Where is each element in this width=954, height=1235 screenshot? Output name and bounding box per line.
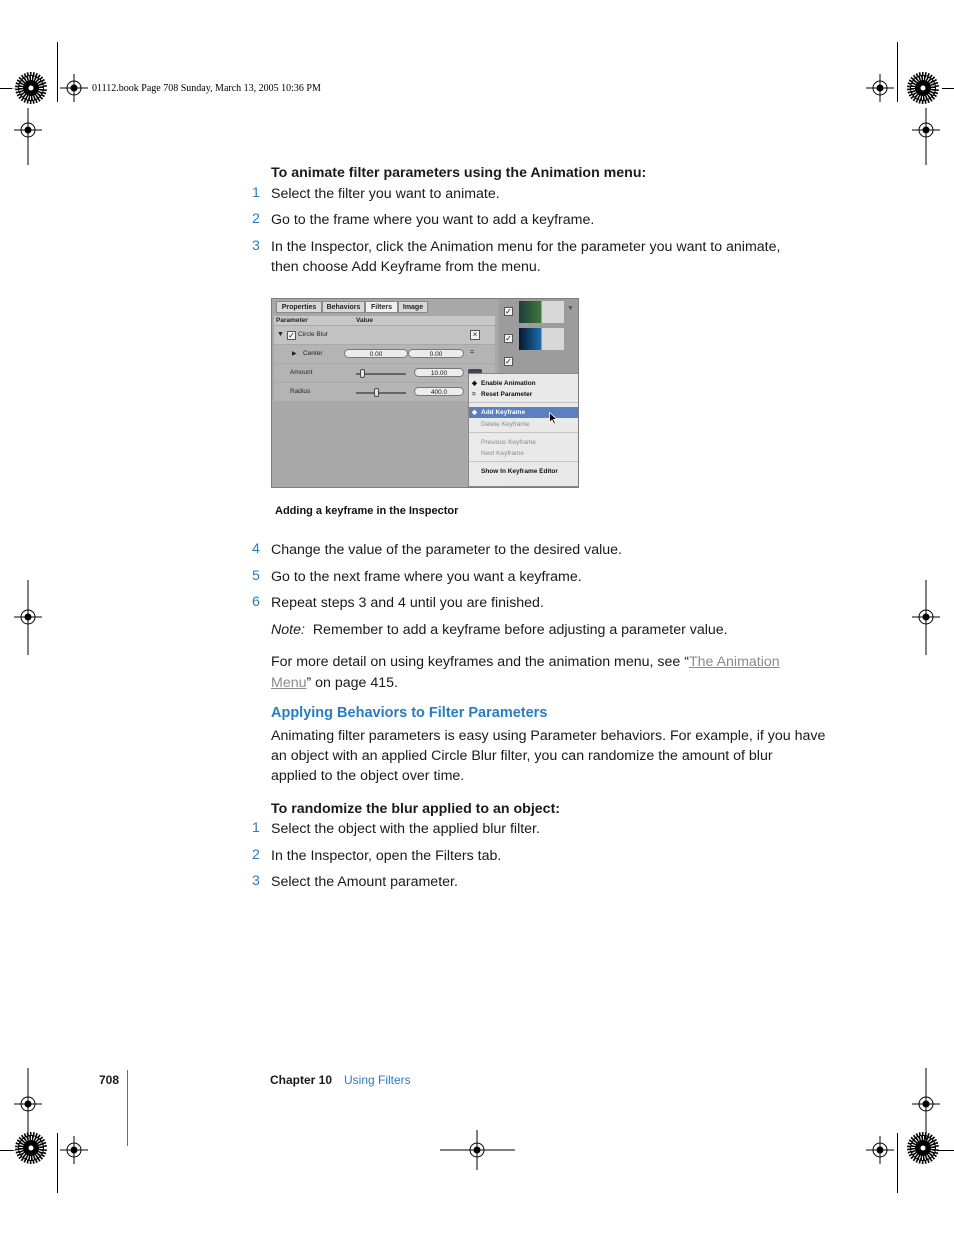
value-field: 0.00 <box>344 349 408 358</box>
paragraph-line: applied to the object over time. <box>271 768 465 784</box>
parameter-table-header <box>274 316 495 325</box>
step-text: Select the object with the applied blur filter. <box>271 821 540 837</box>
parameter-row <box>274 383 495 401</box>
step-number: 6 <box>252 594 260 610</box>
value-field: 10.00 <box>414 368 464 377</box>
star-target-icon <box>907 1132 939 1164</box>
disclosure-triangle-icon: ▶ <box>292 351 297 357</box>
diamond-icon: ◆ <box>472 409 477 416</box>
tab-image: Image <box>398 301 428 313</box>
step-number: 1 <box>252 185 260 201</box>
paragraph-line: an object with an applied Circle Blur filter, you can randomize the amount of blur <box>271 748 773 764</box>
checkbox-icon: ✓ <box>505 307 512 316</box>
cross-reference-prefix: For more detail on using keyframes and the animation menu, see “ <box>271 654 689 670</box>
menu-item-next-keyframe: Next Keyframe <box>481 450 524 457</box>
star-target-icon <box>15 1132 47 1164</box>
column-value: Value <box>356 317 373 324</box>
page-number: 708 <box>99 1073 120 1087</box>
step-text: Change the value of the parameter to the desired value. <box>271 542 622 558</box>
filter-row <box>274 326 495 344</box>
menu-item-add-keyframe: ◆ Add Keyframe <box>469 407 578 418</box>
diamond-icon: ◆ <box>472 380 477 387</box>
step-text: Go to the frame where you want to add a keyframe. <box>271 212 595 228</box>
step-number: 1 <box>252 820 260 836</box>
step-text: In the Inspector, click the Animation menu for the parameter you want to animate, <box>271 239 781 255</box>
slider-track <box>356 392 406 394</box>
procedure-heading: To randomize the blur applied to an object: <box>271 801 561 817</box>
step-number: 5 <box>252 568 260 584</box>
chevron-down-icon: ▼ <box>567 305 574 312</box>
step-text: Select the Amount parameter. <box>271 874 458 890</box>
menu-item-show-in-keyframe-editor: Show In Keyframe Editor <box>481 468 558 475</box>
filter-name: Circle Blur <box>298 331 328 338</box>
step-text: Select the filter you want to animate. <box>271 186 500 202</box>
parameter-row <box>274 345 495 363</box>
registration-mark-icon <box>866 74 894 102</box>
print-slug: 01112.book Page 708 Sunday, March 13, 2005 10:36 PM <box>92 83 321 94</box>
cross-reference <box>271 652 811 672</box>
step-number: 4 <box>252 541 260 557</box>
close-icon: × <box>470 330 480 340</box>
step-text-continued: then choose Add Keyframe from the menu. <box>271 259 541 275</box>
animation-menu-icon: = <box>470 349 475 356</box>
checkbox-icon: ✓ <box>505 334 512 343</box>
parameter-label: Amount <box>290 369 313 376</box>
procedure-heading: To animate filter parameters using the Animation menu: <box>271 165 647 181</box>
star-target-icon <box>15 72 47 104</box>
footer-chapter-title: Using Filters <box>344 1073 411 1087</box>
parameter-label: Radius <box>290 388 311 395</box>
cross-reference-suffix: ” on page 415. <box>306 675 399 691</box>
thumbnail-image <box>519 328 564 350</box>
tab-filters: Filters <box>365 301 398 313</box>
menu-item-reset-parameter: = Reset Parameter <box>472 391 533 398</box>
figure-caption: Adding a keyframe in the Inspector <box>275 505 459 517</box>
menu-item-enable-animation: ◆ Enable Animation <box>472 380 536 387</box>
note-label: Note: <box>271 622 305 638</box>
step-number: 3 <box>252 873 260 889</box>
registration-mark-icon <box>60 1136 88 1164</box>
slider-knob <box>374 388 379 397</box>
inspector-screenshot <box>271 298 579 488</box>
note-text: Remember to add a keyframe before adjusting a parameter value. <box>312 622 728 638</box>
menu-item-delete-keyframe: Delete Keyframe <box>481 421 530 428</box>
step-text: In the Inspector, open the Filters tab. <box>271 848 502 864</box>
step-text: Go to the next frame where you want a keyframe. <box>271 569 582 585</box>
mouse-pointer-icon <box>549 412 558 425</box>
disclosure-triangle-icon: ▼ <box>277 331 284 338</box>
step-number: 3 <box>252 238 260 254</box>
registration-mark-icon <box>866 1136 894 1164</box>
cross-reference-continued <box>271 673 398 693</box>
paragraph-line: Animating filter parameters is easy using Parameter behaviors. For example, if you have <box>271 728 826 744</box>
step-text: Repeat steps 3 and 4 until you are finished. <box>271 595 544 611</box>
value-field: 0.00 <box>408 349 464 358</box>
thumbnail-image <box>519 301 564 323</box>
section-title: Applying Behaviors to Filter Parameters <box>271 705 548 721</box>
reset-icon: = <box>472 391 476 398</box>
slider-knob <box>360 369 365 378</box>
step-number: 2 <box>252 847 260 863</box>
cross-reference-link[interactable]: Menu <box>271 675 307 691</box>
registration-mark-icon <box>60 74 88 102</box>
menu-item-previous-keyframe: Previous Keyframe <box>481 439 536 446</box>
parameter-row <box>274 364 495 382</box>
note <box>271 620 728 640</box>
tab-properties: Properties <box>276 301 322 313</box>
footer-chapter: Chapter 10 <box>270 1073 333 1087</box>
value-field: 400.0 <box>414 387 464 396</box>
checkbox-icon: ✓ <box>288 331 295 340</box>
column-parameter: Parameter <box>276 317 308 324</box>
parameter-label: Center <box>303 350 323 357</box>
cross-reference-link[interactable]: The Animation <box>688 654 780 670</box>
tab-behaviors: Behaviors <box>322 301 365 313</box>
star-target-icon <box>907 72 939 104</box>
checkbox-icon: ✓ <box>505 357 512 366</box>
animation-menu <box>468 373 579 487</box>
step-number: 2 <box>252 211 260 227</box>
footer-rule <box>127 1070 128 1146</box>
